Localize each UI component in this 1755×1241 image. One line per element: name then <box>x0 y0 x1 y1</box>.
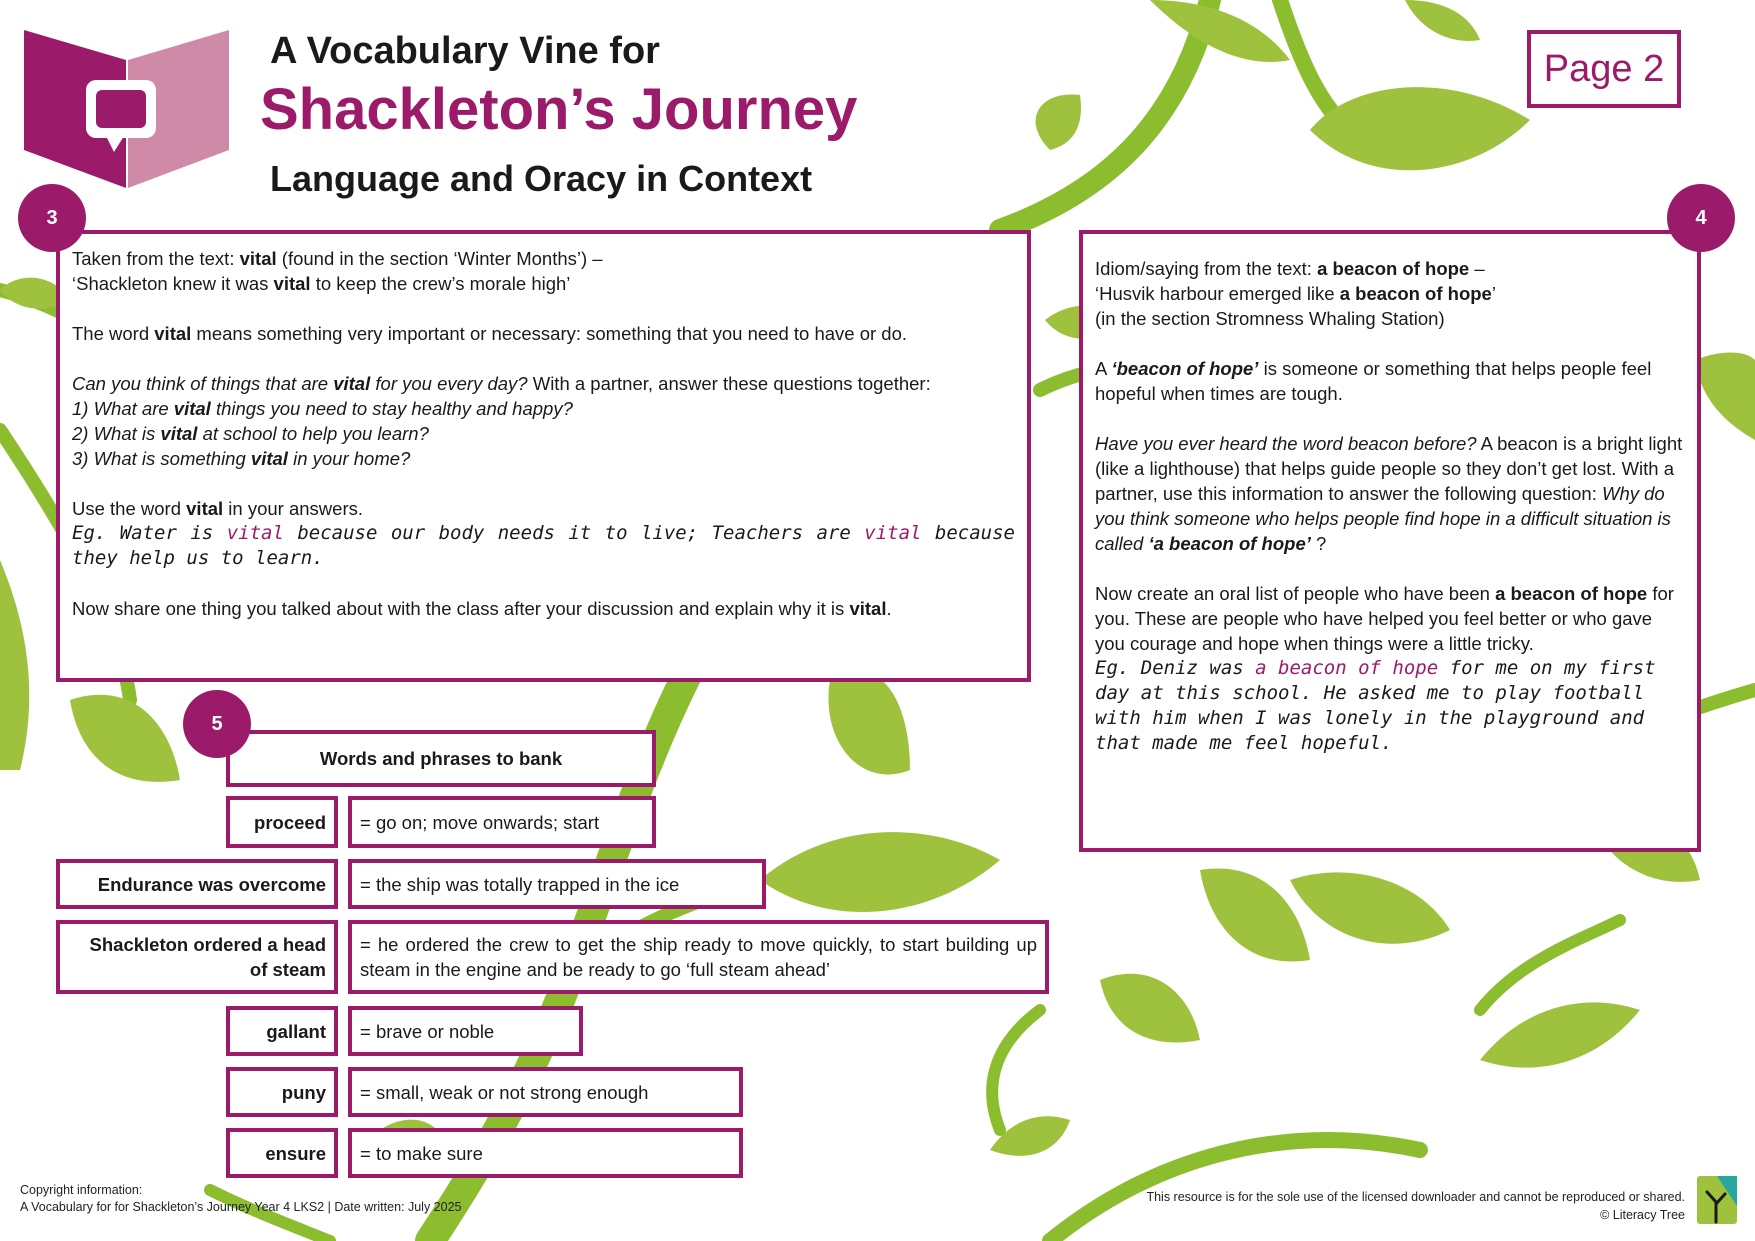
s4-source-line <box>1095 256 1687 281</box>
s3-text: Can you think of things that are <box>72 373 334 394</box>
s3-example-text: because they help us to learn. <box>72 522 1016 569</box>
s3-keyword: vital <box>173 398 211 419</box>
s4-text: Have you ever heard the word beacon before? <box>1095 433 1477 454</box>
word-bank-heading: Words and phrases to bank <box>226 730 656 787</box>
s3-text: Now share one thing you talked about with the class after your discussion and explain why it is <box>72 598 850 619</box>
word-bank-definition: = go on; move onwards; start <box>348 796 656 848</box>
s3-example-text: because our body needs it to live; Teachers are <box>283 522 865 544</box>
s3-quote-line <box>72 271 1015 296</box>
s4-section-line: (in the section Stromness Whaling Station) <box>1095 308 1445 329</box>
copyright-info <box>20 1182 461 1216</box>
s4-text: Why do you think someone who helps people find hope in a difficult situation is called <box>1095 483 1671 554</box>
word-bank-definition: = the ship was totally trapped in the ice <box>348 859 766 909</box>
s4-keyword: ‘a beacon of hope’ <box>1148 533 1311 554</box>
s3-question-3 <box>72 446 1015 471</box>
s3-text: (found in the section ‘Winter Months’) – <box>276 248 603 269</box>
s3-keyword: vital <box>333 373 371 394</box>
s3-text: 3) What is something <box>72 448 251 469</box>
section-4-box <box>1079 230 1701 852</box>
section-4-number: 4 <box>1667 184 1735 252</box>
s3-question-1 <box>72 396 1015 421</box>
s3-instruction <box>72 496 1015 521</box>
s3-text: 2) What is <box>72 423 161 444</box>
s4-text: ’ <box>1491 283 1496 304</box>
s3-keyword: vital <box>849 598 887 619</box>
s4-example-text: for me on my first day at this school. He asked me to play football with him when I was lonely in the playground and that made me feel hopeful. <box>1095 657 1656 754</box>
licence-info <box>1060 1188 1685 1224</box>
s4-text: A beacon is a bright light (like a lighthouse) that helps guide people so they don’t get lost. With a partner, use this information to answer the following question: <box>1095 433 1683 504</box>
s3-definition <box>72 321 1015 346</box>
s3-keyword: vital <box>160 423 198 444</box>
s4-prompt <box>1095 431 1687 556</box>
section-5-number: 5 <box>183 690 251 758</box>
s3-text: things you need to stay healthy and happy? <box>210 398 573 419</box>
s3-text: means something very important or necessary: something that you need to have or do. <box>191 323 908 344</box>
s3-source-line <box>72 246 1015 271</box>
s4-definition <box>1095 356 1687 406</box>
brand-text: © Literacy Tree <box>1600 1208 1685 1222</box>
s4-example <box>1095 656 1687 756</box>
licence-text: This resource is for the sole use of the licensed downloader and cannot be reproduced or shared. <box>1146 1190 1685 1204</box>
s4-text: ? <box>1310 533 1327 554</box>
s3-text: at school to help you learn? <box>197 423 429 444</box>
s4-keyword: a beacon of hope <box>1339 283 1492 304</box>
s4-text: A <box>1095 358 1112 379</box>
s4-text: – <box>1469 258 1485 279</box>
word-bank-definition: = brave or noble <box>348 1006 583 1056</box>
s3-text: Taken from the text: <box>72 248 240 269</box>
s4-text: ‘Husvik harbour emerged like <box>1095 283 1340 304</box>
word-bank-definition: = to make sure <box>348 1128 743 1178</box>
s4-keyword: a beacon of hope <box>1495 583 1648 604</box>
s4-text: Now create an oral list of people who have been <box>1095 583 1496 604</box>
s3-question-2 <box>72 421 1015 446</box>
word-bank-term: puny <box>226 1067 338 1117</box>
word-bank-term: proceed <box>226 796 338 848</box>
s3-text: to keep the crew’s morale high’ <box>310 273 571 294</box>
word-bank-definition: = he ordered the crew to get the ship ready to move quickly, to start building up steam in the engine and be ready to go ‘full steam ahead’ <box>348 920 1049 994</box>
s3-text: 1) What are <box>72 398 174 419</box>
word-bank-definition: = small, weak or not strong enough <box>348 1067 743 1117</box>
s3-text: ‘Shackleton knew it was <box>72 273 274 294</box>
s4-example-text: Eg. Deniz was <box>1095 657 1256 679</box>
section-3-box <box>56 230 1031 682</box>
s3-keyword: vital <box>239 248 277 269</box>
s3-keyword: vital <box>250 448 288 469</box>
s4-example-keyword: a beacon of hope <box>1255 657 1439 679</box>
word-bank-term: Shackleton ordered a head of steam <box>56 920 338 994</box>
title-line-2: Shackleton’s Journey <box>260 77 858 142</box>
s3-keyword: vital <box>273 273 311 294</box>
s3-prompt <box>72 371 1015 396</box>
subtitle: Language and Oracy in Context <box>270 158 813 199</box>
literacy-tree-icon <box>1697 1176 1737 1224</box>
s4-oral-list <box>1095 581 1687 656</box>
s4-text: Idiom/saying from the text: <box>1095 258 1318 279</box>
s3-keyword: vital <box>186 498 224 519</box>
s3-example-keyword: vital <box>864 522 922 544</box>
section-3-number: 3 <box>18 184 86 252</box>
s3-text: Use the word <box>72 498 187 519</box>
word-bank-term: Endurance was overcome <box>56 859 338 909</box>
copyright-text: A Vocabulary for for Shackleton’s Journey Year 4 LKS2 | Date written: July 2025 <box>20 1200 462 1214</box>
s3-text: With a partner, answer these questions together: <box>527 373 931 394</box>
s3-example-text: Eg. Water is <box>72 522 227 544</box>
s3-keyword: vital <box>154 323 192 344</box>
s4-keyword: a beacon of hope <box>1317 258 1470 279</box>
book-speech-bubble-icon <box>24 30 229 188</box>
title-line-1: A Vocabulary Vine for <box>270 30 660 72</box>
s3-text: in your home? <box>287 448 411 469</box>
s3-text: . <box>886 598 892 619</box>
page-label: Page 2 <box>1527 30 1681 108</box>
s3-text: for you every day? <box>370 373 528 394</box>
s3-example-keyword: vital <box>226 522 284 544</box>
s4-text: for you. These are people who have helped you feel better or who gave you courage and hope when things were a little tricky. <box>1095 583 1674 654</box>
word-bank-term: ensure <box>226 1128 338 1178</box>
s3-share <box>72 596 1015 621</box>
s3-example <box>72 521 1015 571</box>
word-bank-term: gallant <box>226 1006 338 1056</box>
copyright-label: Copyright information: <box>20 1183 143 1197</box>
s4-quote-line <box>1095 281 1687 306</box>
s4-text: is someone or something that helps people feel hopeful when times are tough. <box>1095 358 1652 404</box>
s3-text: The word <box>72 323 155 344</box>
s3-text: in your answers. <box>223 498 364 519</box>
s4-keyword: ‘beacon of hope’ <box>1111 358 1259 379</box>
